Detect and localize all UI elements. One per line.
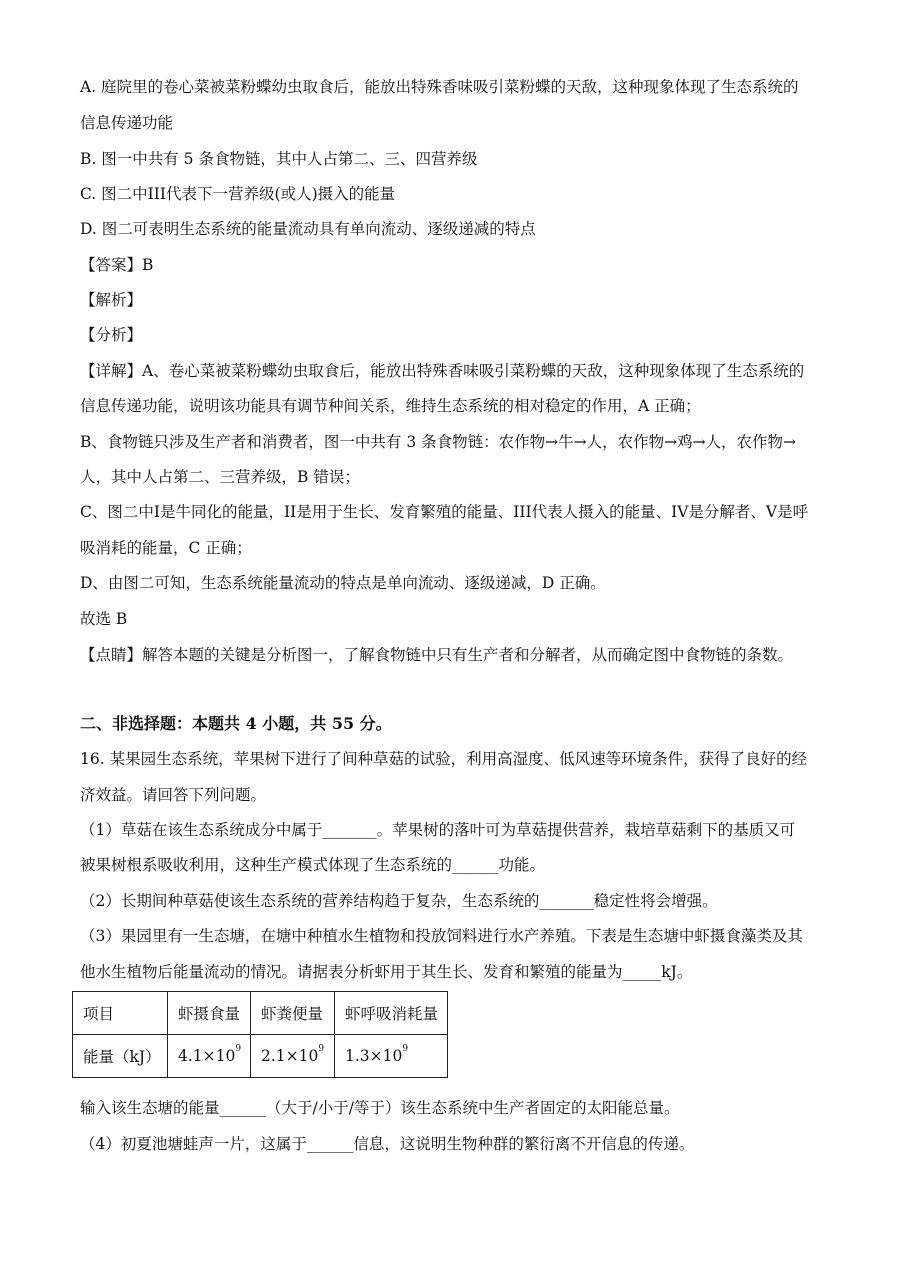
choose-line: 故选 B [80, 610, 128, 628]
option-a-line-2: 信息传递功能 [80, 114, 174, 132]
option-a-line-1: A. 庭院里的卷心菜被菜粉蝶幼虫取食后，能放出特殊香味吸引菜粉蝶的天敌，这种现象体现了生态系统的 [80, 78, 799, 96]
detail-line-2: 信息传递功能，说明该功能具有调节种间关系，维持生态系统的相对稳定的作用，A 正确； [80, 397, 701, 415]
part-2: （2）长期间种草菇使该生态系统的营养结构趋于复杂，生态系统的_______稳定性将会增强。 [80, 892, 718, 910]
part-1-line-1: （1）草菇在该生态系统成分中属于_______。苹果树的落叶可为草菇提供营养，栽培草菇剩下的基质又可 [80, 821, 796, 839]
table-row-label: 能量（kJ） [73, 1035, 168, 1078]
tip-line: 【点睛】解答本题的关键是分析图一，了解食物链中只有生产者和分解者，从而确定图中食物链的条数。 [80, 646, 794, 664]
table-cell: $4.1\times 10^9$ [168, 1035, 251, 1078]
table-header-row [73, 992, 448, 1035]
detail-line-5: C、图二中I是牛同化的能量，II是用于生长、发育繁殖的能量、III代表人摄入的能量、IV是分解者、V是呼 [80, 503, 809, 521]
table-header-cell: 虾摄食量 [168, 992, 251, 1035]
section-heading: 二、非选择题：本题共 4 小题，共 55 分。 [80, 714, 392, 733]
detail-line-4: 人，其中人占第二、三营养级，B 错误； [80, 468, 360, 486]
detail-line-6: 吸消耗的能量，C 正确； [80, 539, 252, 557]
table-header-cell: 虾粪便量 [251, 992, 335, 1035]
analysis-label: 【解析】 [80, 291, 143, 309]
part-1-line-2: 被果树根系吸收利用，这种生产模式体现了生态系统的______功能。 [80, 856, 546, 874]
question-16-line-1: 16. 某果园生态系统，苹果树下进行了间种草菇的试验，利用高湿度、低风速等环境条件，获得了良好的经 [80, 750, 808, 768]
table-cell: $2.1\times 10^9$ [251, 1035, 335, 1078]
option-b: B. 图一中共有 5 条食物链，其中人占第二、三、四营养级 [80, 150, 478, 168]
table-header-cell: 项目 [73, 992, 168, 1035]
fenxi-label: 【分析】 [80, 326, 143, 344]
table-header-cell: 虾呼吸消耗量 [335, 992, 448, 1035]
after-table-line: 输入该生态塘的能量______（大于/小于/等于）该生态系统中生产者固定的太阳能总量。 [80, 1099, 680, 1117]
detail-line-1: 【详解】A、卷心菜被菜粉蝶幼虫取食后，能放出特殊香味吸引菜粉蝶的天敌，这种现象体现了生态系统的 [80, 362, 805, 380]
part-4: （4）初夏池塘蛙声一片，这属于______信息，这说明生物种群的繁衍离不开信息的传递。 [80, 1135, 695, 1153]
answer-line: 【答案】B [80, 256, 154, 274]
table-cell: $1.3\times 10^9$ [335, 1035, 448, 1078]
detail-line-7: D、由图二可知，生态系统能量流动的特点是单向流动、逐级递减，D 正确。 [80, 574, 606, 592]
detail-line-3: B、食物链只涉及生产者和消费者，图一中共有 3 条食物链：农作物→牛→人，农作物→鸡→人，农作物→ [80, 433, 797, 451]
option-d: D. 图二可表明生态系统的能量流动具有单向流动、逐级递减的特点 [80, 220, 536, 238]
question-16-line-2: 济效益。请回答下列问题。 [80, 786, 267, 804]
option-c: C. 图二中III代表下一营养级(或人)摄入的能量 [80, 185, 396, 203]
energy-table [72, 991, 448, 1078]
part-3-line-2: 他水生植物后能量流动的情况。请据表分析虾用于其生长、发育和繁殖的能量为_____kJ。 [80, 963, 693, 981]
table-row [73, 1035, 448, 1078]
part-3-line-1: （3）果园里有一生态塘，在塘中种植水生植物和投放饲料进行水产养殖。下表是生态塘中虾摄食藻类及其 [80, 927, 803, 945]
